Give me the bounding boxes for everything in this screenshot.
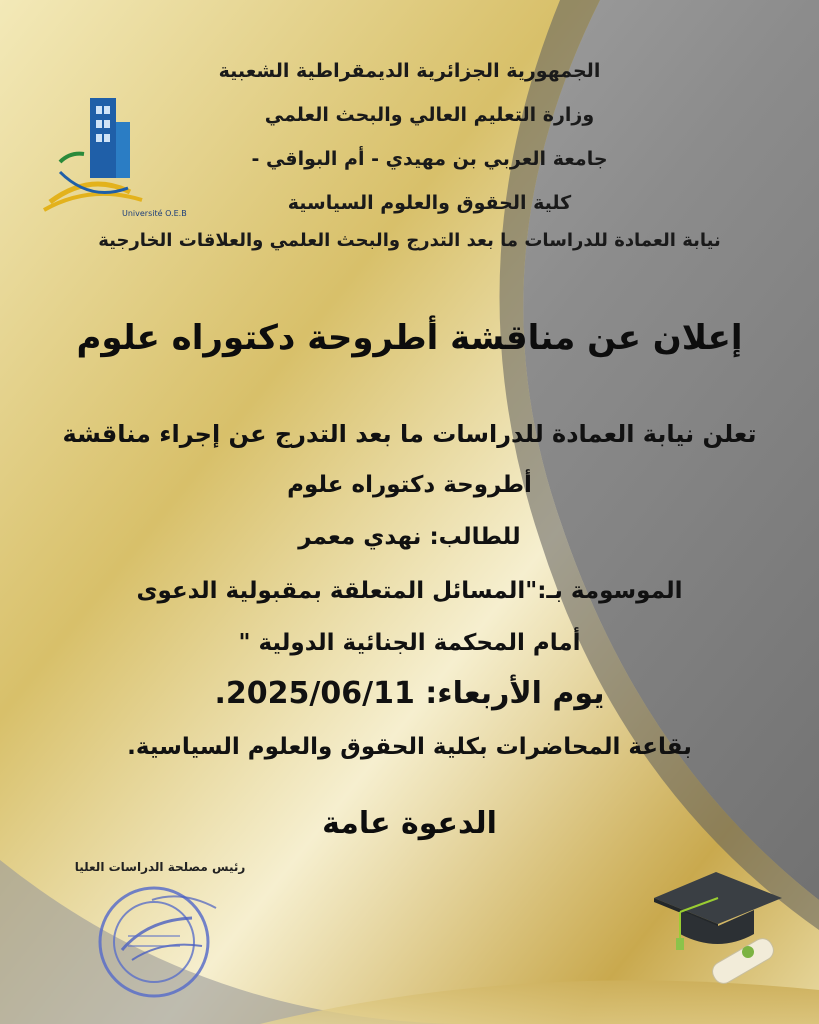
invitation-public: الدعوة عامة bbox=[322, 806, 497, 841]
header-university: جامعة العربي بن مهيدي - أم البواقي - bbox=[251, 148, 608, 170]
body-date: يوم الأربعاء: 2025/06/11. bbox=[214, 676, 605, 711]
body-thesis-title-1: الموسومة بـ:"المسائل المتعلقة بمقبولية الدعوى bbox=[136, 578, 683, 604]
university-logo-icon bbox=[30, 92, 187, 222]
official-stamp-icon bbox=[92, 880, 222, 1000]
body-announcement-line: تعلن نيابة العمادة للدراسات ما بعد التدرج عن إجراء مناقشة bbox=[62, 420, 757, 448]
signature-label: رئيس مصلحة الدراسات العليا bbox=[74, 860, 246, 874]
logo-text: Université O.E.B bbox=[122, 209, 187, 218]
header-faculty: كلية الحقوق والعلوم السياسية bbox=[287, 192, 572, 214]
header-vice-deanship: نيابة العمادة للدراسات ما بعد التدرج والبحث العلمي والعلاقات الخارجية bbox=[98, 230, 721, 251]
body-location: بقاعة المحاضرات بكلية الحقوق والعلوم السياسية. bbox=[127, 734, 692, 760]
body-thesis-title-2: أمام المحكمة الجنائية الدولية " bbox=[238, 630, 581, 656]
body-thesis-type: أطروحة دكتوراه علوم bbox=[287, 472, 532, 498]
body-student-name: للطالب: نهدي معمر bbox=[298, 524, 521, 550]
header-republic: الجمهورية الجزائرية الديمقراطية الشعبية bbox=[218, 60, 601, 82]
announcement-title: إعلان عن مناقشة أطروحة دكتوراه علوم bbox=[76, 318, 743, 358]
header-ministry: وزارة التعليم العالي والبحث العلمي bbox=[264, 104, 595, 126]
graduation-cap-icon bbox=[650, 862, 790, 992]
